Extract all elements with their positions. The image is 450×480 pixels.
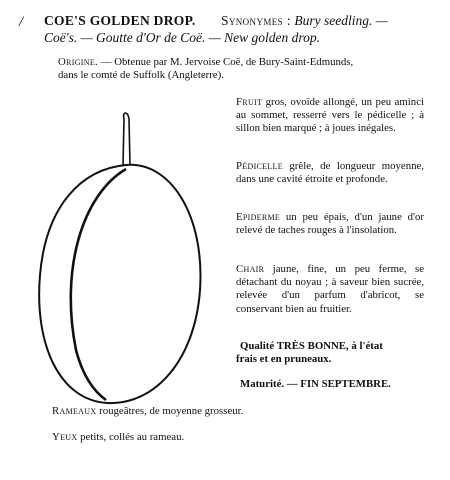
yeux-line [52,431,432,443]
qualite-tail: à l'état [348,340,383,352]
synonyms-line-1: Bury seedling. — [294,13,388,28]
epiderme-description [236,211,424,237]
qualite-label: Qualité [240,340,275,352]
yeux-text: petits, collés au rameau. [77,431,185,443]
maturite-line [240,378,424,390]
pedicelle-description [236,160,424,186]
plum-stem [123,113,130,165]
qualite-line [240,340,424,353]
fruit-label: Fruit [236,96,263,108]
chair-text: jaune, fine, un peu ferme, se détachant du noyau ; à saveur bien sucrée, relevée d'un parfum d'abricot, se conservant bien au fruitier. [236,263,424,315]
origin-line-2: dans le comté de Suffolk (Angleterre). [58,69,224,81]
pedicelle-text: grêle, de longueur moyenne, dans une cavité étroite et profonde. [236,160,424,186]
chair-label: Chair [236,263,265,275]
plum-illustration [20,105,220,415]
epiderme-label: Epiderme [236,211,281,223]
origin-line-1 [58,56,438,69]
plum-outline [39,165,200,403]
origin-label: Origine. [58,56,99,68]
pedicelle-label: Pédicelle [236,160,283,172]
fruit-text: gros, ovoïde allongé, un peu aminci au sommet, resserré vers le pédicelle ; à sillon bien marqué ; à joues inégales. [236,96,424,135]
maturite-label: Maturité. [240,378,285,390]
chair-description [236,263,424,316]
page-header [44,12,439,46]
maturite-value: — FIN SEPTEMBRE. [284,378,391,390]
qualite-continuation: frais et en pruneaux. [236,353,332,365]
yeux-label: Yeux [52,431,78,443]
qualite-value: TRÈS BONNE, [274,340,349,352]
page-title: COE'S GOLDEN DROP. [44,13,196,28]
rameaux-label: Rameaux [52,405,97,417]
rameaux-line [52,405,432,417]
margin-mark: / [19,14,24,30]
rameaux-text: rougeâtres, de moyenne grosseur. [96,405,244,417]
origin-text: — Obtenue par M. Jervoise Coë, de Bury-Saint-Edmunds, [98,56,354,68]
synonyms-line-2: Coë's. — Goutte d'Or de Coë. — New golden drop. [44,30,321,45]
fruit-description [236,96,424,136]
epiderme-text: un peu épais, d'un jaune d'or relevé de taches rouges à l'insolation. [236,211,424,237]
synonyms-label: Synonymes : [220,13,291,28]
